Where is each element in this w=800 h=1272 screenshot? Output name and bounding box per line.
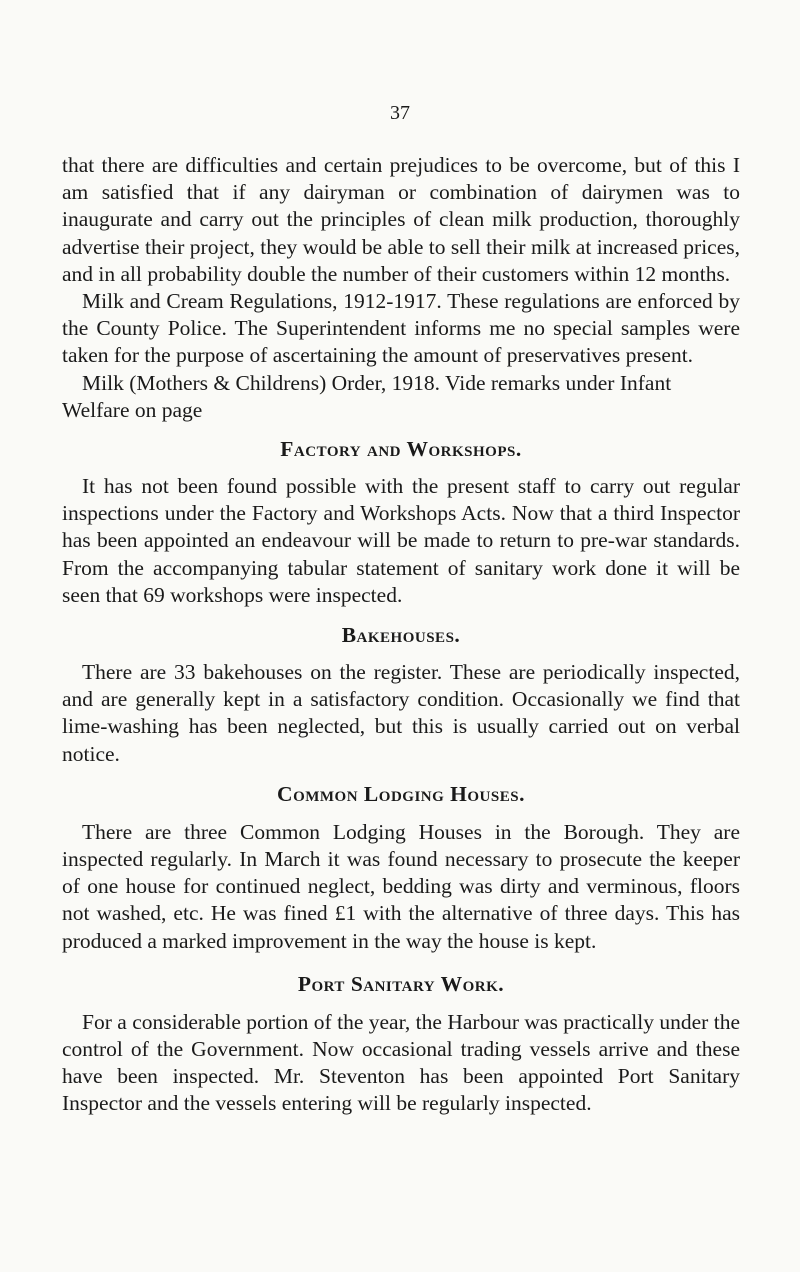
section-heading-port: Port Sanitary Work. [297, 971, 505, 996]
milk-order-paragraph: Milk (Mothers & Childrens) Order, 1918. Vide remarks under Infant Welfare on page [62, 370, 672, 422]
section-body-lodging: There are three Common Lodging Houses in the Borough. They are inspected regularly. In March it was found necessary to prosecute the keeper of one house for continued neglect, bedding was dirty and verminous, floors not washed, etc. He was fined £1 with the alternative of three days. This has produced a marked improvement in the way the house is kept. [62, 819, 740, 953]
page-number: 37 [390, 102, 410, 124]
milk-cream-regulations-paragraph: Milk and Cream Regulations, 1912-1917. These regulations are enforced by the County Police. The Superintendent informs me no special samples were taken for the purpose of ascertaining the amount of preservatives present. [62, 289, 740, 368]
section-body-bakehouses: There are 33 bakehouses on the register. These are periodically inspected, and are generally kept in a satisfactory condition. Occasionally we find that lime-washing has been neglected, but this is usually carried out on verbal notice. [62, 660, 740, 766]
section-body-port: For a considerable portion of the year, the Harbour was practically under the control of the Government. Now occasional trading vessels arrive and these have been inspected. Mr. Steventon has been appointed Port Sanitary Inspector and the vessels entering will be regularly inspected. [62, 1009, 740, 1116]
intro-paragraph: that there are difficulties and certain prejudices to be overcome, but of this I am satisfied that if any dairyman or combination of dairymen was to inaugurate and carry out the principles of clean milk production, thoroughly advertise their project, they would be able to sell their milk at increased prices, and in all probability double the number of their customers within 12 months. [62, 153, 740, 286]
section-heading-lodging: Common Lodging Houses. [277, 781, 525, 806]
section-heading-bakehouses: Bakehouses. [341, 623, 461, 648]
page-body [62, 92, 740, 1118]
section-heading-factory: Factory and Workshops. [280, 437, 522, 462]
section-body-factory: It has not been found possible with the present staff to carry out regular inspections under the Factory and Workshops Acts. Now that a third Inspector has been appointed an endeavour will be made to return to pre-war standards. From the accompanying tabular statement of sanitary work done it will be seen that 69 workshops were inspected. [62, 474, 740, 607]
